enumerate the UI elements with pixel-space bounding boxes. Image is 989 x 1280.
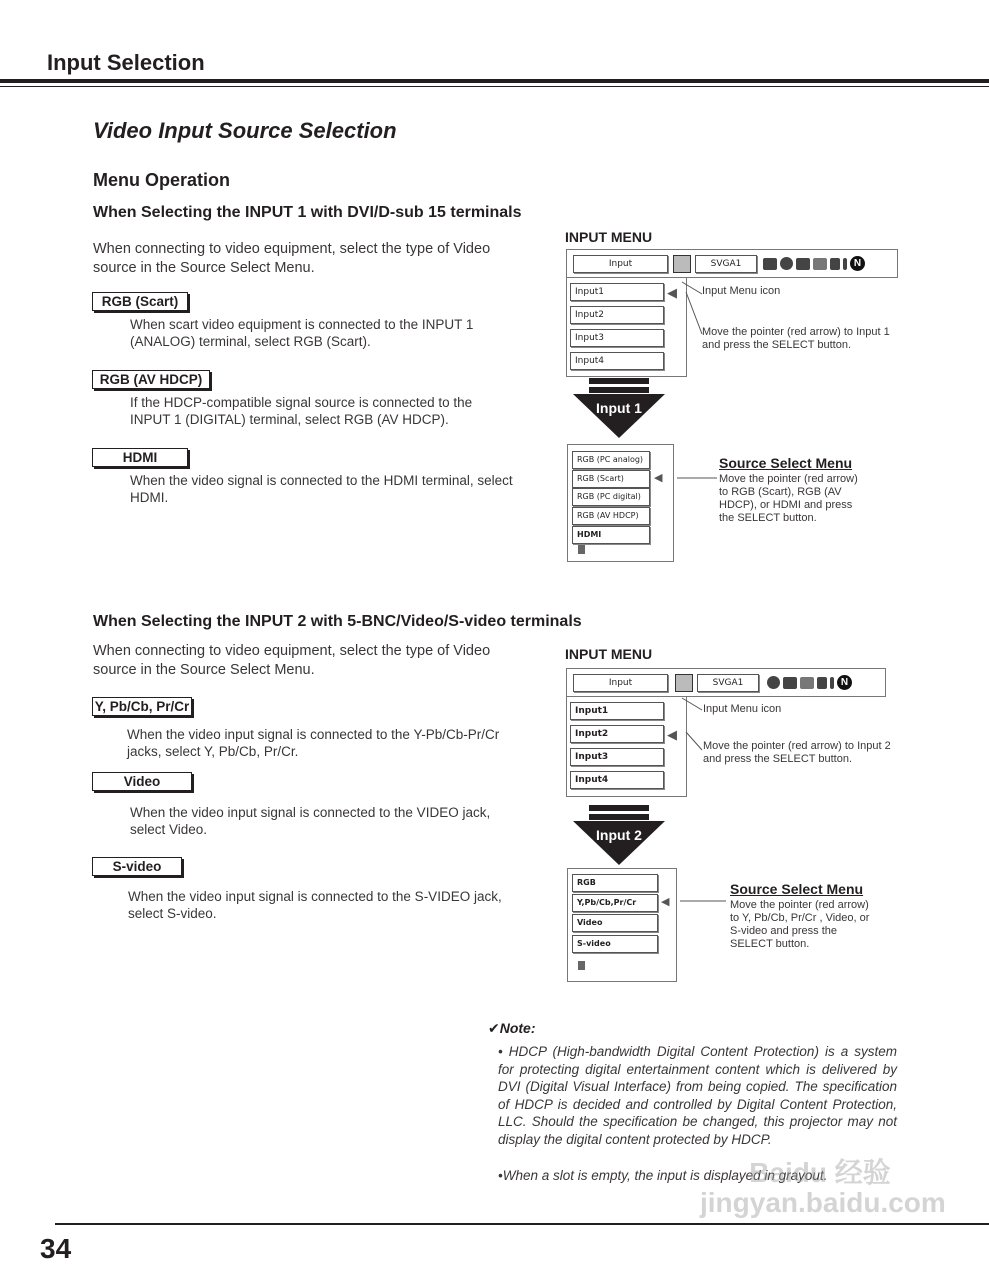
people-icon: [780, 257, 793, 270]
menu-item-input4: Input4: [570, 771, 664, 789]
menu-item-input1: Input1: [570, 283, 664, 301]
desc-rgb-av-hdcp: If the HDCP-compatible signal source is connected to the INPUT 1 (DIGITAL) terminal, select RGB (AV HDCP).: [130, 395, 473, 427]
input1-menu-bar: [566, 249, 898, 278]
menu-item-input4: Input4: [570, 352, 664, 370]
input1-source-leader: [675, 470, 720, 490]
menu-item-input3: Input3: [570, 748, 664, 766]
input1-intro: When connecting to video equipment, select the type of Video source in the Source Select Menu.: [93, 241, 491, 276]
input2-annot-icon: Input Menu icon: [703, 703, 782, 715]
label-rgb-scart: RGB (Scart): [92, 292, 188, 311]
menu-item-input2: Input2: [570, 725, 664, 743]
desc-video: When the video input signal is connected to the VIDEO jack, select Video.: [130, 805, 491, 837]
source-item-s-video: S-video: [572, 935, 658, 953]
menu-bar-input-field: Input: [573, 674, 668, 692]
source-item-video: Video: [572, 914, 658, 932]
header-rule: [0, 79, 989, 83]
n-logo-icon: N: [850, 256, 865, 271]
source-pointer-arrow-icon: ◀: [661, 896, 670, 908]
tools-icon: [783, 677, 797, 689]
input1-arrow-label: Input 1: [596, 400, 642, 416]
note-bullet-grayout: •When a slot is empty, the input is displayed in grayout.: [498, 1168, 828, 1183]
header-rule-thin: [0, 86, 989, 87]
input2-source-menu: [567, 868, 677, 982]
input1-annot-pointer: Move the pointer (red arrow) to Input 1 and press the SELECT button.: [702, 326, 890, 351]
label-video: Video: [92, 772, 192, 791]
source-item-rgb-scart: RGB (Scart): [572, 470, 650, 488]
source-item-rgb-pc-digital: RGB (PC digital): [572, 488, 650, 506]
page-header-title: Input Selection: [47, 50, 205, 75]
input2-menu-heading: INPUT MENU: [565, 646, 653, 662]
source-item-rgb-pc-analog: RGB (PC analog): [572, 451, 650, 469]
input2-arrow-label: Input 2: [596, 827, 642, 843]
input2-source-desc: Move the pointer (red arrow) to Y, Pb/Cb, Pr/Cr , Video, or S-video and press the SELECT button.: [730, 899, 870, 950]
watermark: Baidu 经验 jingyan.baidu.com: [700, 1157, 946, 1218]
input2-title: When Selecting the INPUT 2 with 5-BNC/Video/S-video terminals: [93, 613, 582, 630]
desc-y-pb-pr: When the video input signal is connected to the Y-Pb/Cb-Pr/Cr jacks, select Y, Pb/Cb, Pr/Cr.: [127, 727, 500, 759]
page-number: 34: [40, 1233, 72, 1264]
input2-menu-list: [566, 696, 687, 797]
input-menu-icon: [675, 674, 693, 692]
source-item-rgb: RGB: [572, 874, 658, 892]
menu-item-input2: Input2: [570, 306, 664, 324]
section-title: Video Input Source Selection: [93, 118, 397, 143]
pencil-icon: [830, 258, 840, 270]
source-item-y-pb-pr: Y,Pb/Cb,Pr/Cr: [572, 894, 658, 912]
pencil-icon: [817, 677, 827, 689]
menu-bar-signal-field: SVGA1: [697, 674, 759, 692]
menu-operation-title: Menu Operation: [93, 170, 231, 190]
source-pointer-arrow-icon: ◀: [654, 472, 663, 484]
desc-s-video: When the video input signal is connected to the S-VIDEO jack, select S-video.: [128, 889, 502, 921]
source-item-hdmi: HDMI: [572, 526, 650, 544]
info-icon: [830, 677, 834, 689]
source-menu-icon: [578, 961, 585, 970]
note-bullet-hdcp: • HDCP (High-bandwidth Digital Content Protection) is a system for protecting digital entertainment content which is delivered by DVI (Digital Visual Interface) from being copied. The specification of HDCP is decided and controlled by Digital Content Protection, LLC. Should the specification be changed, this projector may not display the digital content protected by HDCP.: [498, 1044, 897, 1147]
input1-title: When Selecting the INPUT 1 with DVI/D-sub 15 terminals: [93, 204, 522, 221]
tools-icon: [796, 258, 810, 270]
menu-bar-input-field: Input: [573, 255, 668, 273]
people-icon: [767, 676, 780, 689]
label-y-pb-pr: Y, Pb/Cb, Pr/Cr: [92, 697, 192, 716]
input2-source-title: Source Select Menu: [730, 881, 864, 897]
source-menu-icon: [578, 545, 585, 554]
check-icon: ✔: [488, 1020, 500, 1036]
input2-menu-bar: [566, 668, 886, 697]
menu-bar-signal-field: SVGA1: [695, 255, 757, 273]
input-menu-icon: [673, 255, 691, 273]
info-icon: [843, 258, 847, 270]
label-rgb-av-hdcp: RGB (AV HDCP): [92, 370, 210, 389]
input1-annot-icon: Input Menu icon: [702, 285, 781, 297]
image-icon: [800, 677, 814, 689]
footer-rule: [55, 1223, 989, 1225]
input1-source-title: Source Select Menu: [719, 455, 853, 471]
n-logo-icon: N: [837, 675, 852, 690]
input2-intro: When connecting to video equipment, select the type of Video source in the Source Select Menu.: [93, 643, 491, 678]
laptop-icon: [763, 258, 777, 270]
menu-item-input3: Input3: [570, 329, 664, 347]
pointer-arrow-icon: ◀: [667, 727, 677, 742]
label-s-video: S-video: [92, 857, 182, 876]
menu-item-input1: Input1: [570, 702, 664, 720]
note-heading: ✔Note:: [488, 1020, 536, 1036]
desc-hdmi: When the video signal is connected to the HDMI terminal, select HDMI.: [130, 473, 513, 505]
input1-source-menu: [567, 444, 674, 562]
input1-source-desc: Move the pointer (red arrow) to RGB (Scart), RGB (AV HDCP), or HDMI and press the SELECT button.: [719, 473, 858, 524]
input1-menu-list: [566, 277, 687, 377]
image-icon: [813, 258, 827, 270]
pointer-arrow-icon: ◀: [667, 285, 677, 300]
label-hdmi: HDMI: [92, 448, 188, 467]
input2-source-leader: [678, 894, 728, 914]
input2-annot-pointer: Move the pointer (red arrow) to Input 2 and press the SELECT button.: [703, 740, 891, 765]
desc-rgb-scart: When scart video equipment is connected to the INPUT 1 (ANALOG) terminal, select RGB (Scart).: [130, 317, 474, 349]
input1-menu-heading: INPUT MENU: [565, 229, 653, 245]
source-item-rgb-av-hdcp: RGB (AV HDCP): [572, 507, 650, 525]
